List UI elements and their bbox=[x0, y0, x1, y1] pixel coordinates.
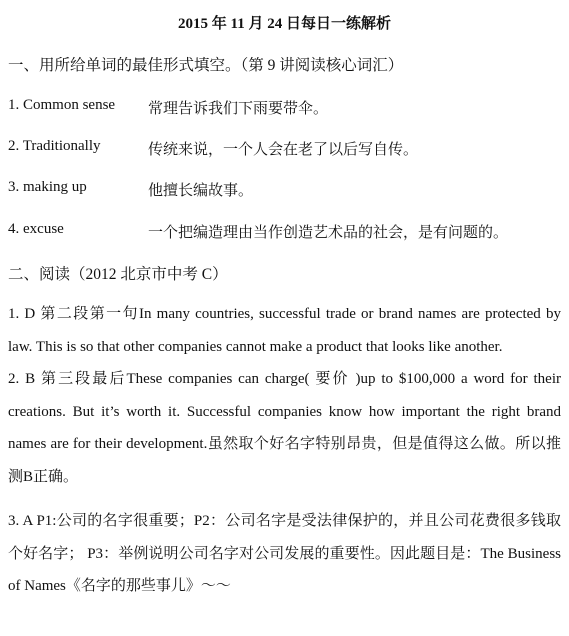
vocab-translation: 他擅长编故事。 bbox=[148, 183, 254, 199]
vocab-translation: 一个把编造理由当作创造艺术品的社会，是有问题的。 bbox=[148, 225, 509, 241]
vocab-answer: 4. excuse bbox=[8, 221, 64, 237]
vocab-translation: 传统来说，一个人会在老了以后写自传。 bbox=[148, 142, 419, 158]
reading-answer-2: 2. B 第三段最后These companies can charge( 要价 )up to $100,000 a word for their creations. But it’s worth it. Successful companies know how important the right brand names are for their development.虽然取个好名字特别昂贵，但是值得这么做。所以推测B正确。 bbox=[8, 371, 561, 485]
reading-answer-3: 3. A P1:公司的名字很重要；P2：公司名字是受法律保护的，并且公司花费很多钱取个好名字； P3：举例说明公司名字对公司发展的重要性。因此题目是：The Business of Names《名字的那些事儿》～～ bbox=[8, 513, 561, 594]
section-1-heading: 一、用所给单词的最佳形式填空。（第 9 讲阅读核心词汇） bbox=[8, 57, 404, 74]
vocab-answer: 1. Common sense bbox=[8, 97, 116, 113]
vocab-translation: 常理告诉我们下雨要带伞。 bbox=[148, 101, 329, 117]
reading-answer-1: 1. D 第二段第一句In many countries, successful trade or brand names are protected by law. This is so that other companies cannot make a product that looks like another. bbox=[8, 306, 561, 355]
vocab-answer: 3. making up bbox=[8, 179, 87, 195]
section-2-heading: 二、阅读（2012 北京市中考 C） bbox=[8, 266, 228, 283]
page-title: 2015 年 11 月 24 日每日一练解析 bbox=[178, 16, 391, 32]
vocab-answer: 2. Traditionally bbox=[8, 138, 101, 154]
